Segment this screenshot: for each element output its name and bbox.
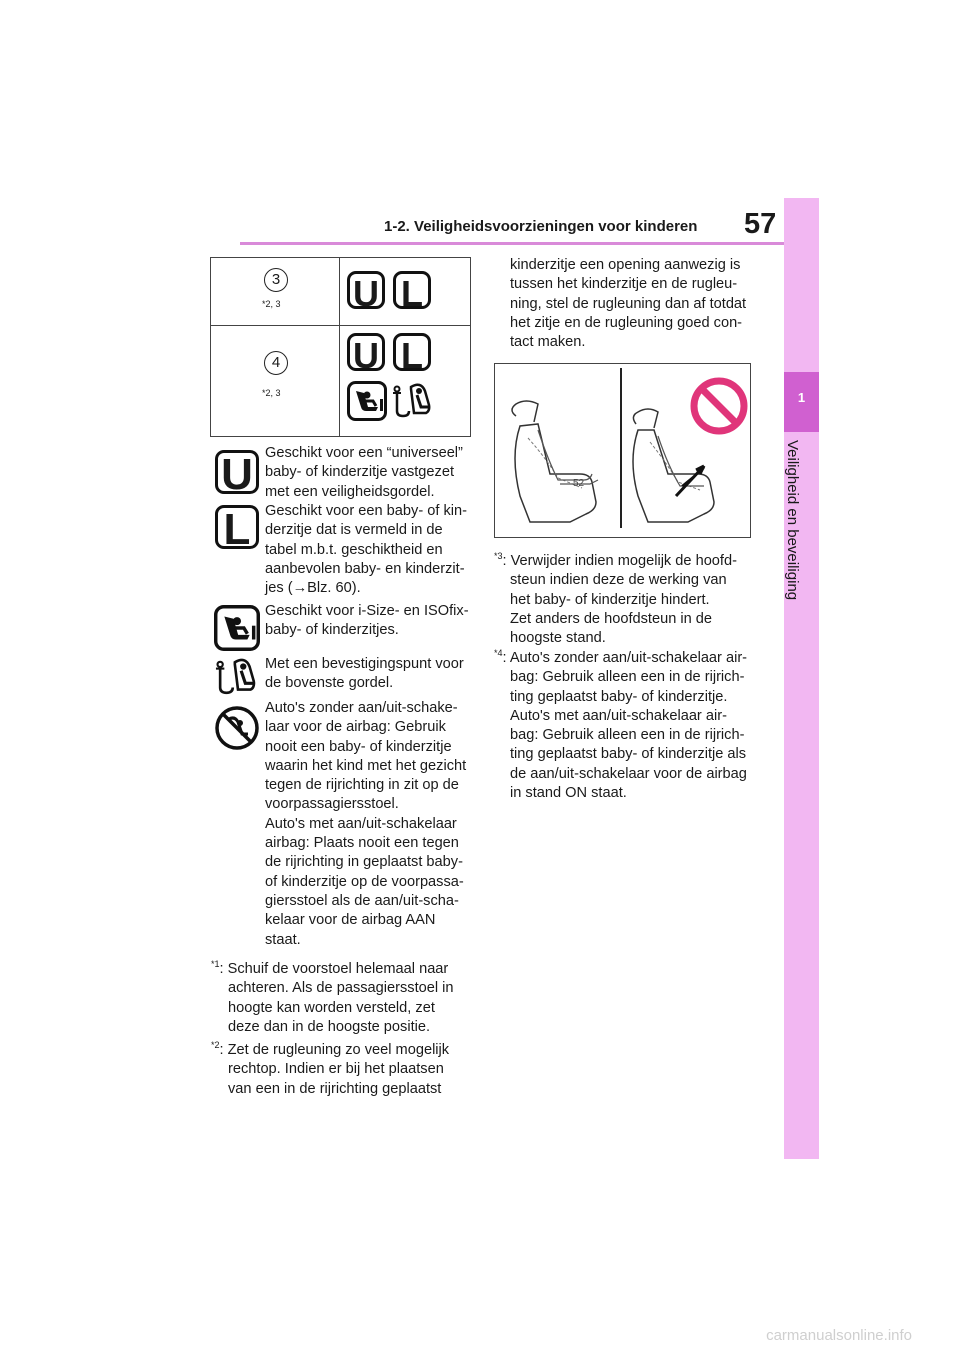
l-category-icon: L <box>393 333 431 371</box>
footnote-4: $^{*4}$: Auto's zonder aan/uit-schakelaar air- bag: Gebruik alleen een in de rijrich- ting geplaatst baby- of kinderzitje. Auto's met aan/uit-schakelaar air- bag: Gebruik alleen een in de rijrich- ting geplaatst baby- of kinderzitje als de aan/uit-schakelaar voor de airbag in stand ON staat. <box>494 648 748 802</box>
seat-position-table <box>210 257 471 437</box>
section-title: 1-2. Veiligheidsvoorzieningen voor kinderen <box>384 218 698 235</box>
correct-seat-position-illustration <box>498 368 618 533</box>
universal-icon: U <box>347 271 385 309</box>
universal-icon: U <box>347 333 385 371</box>
footnote-ref: *2, 3 <box>262 388 281 398</box>
i-size-icon <box>347 381 387 421</box>
position-number: 3 <box>264 268 288 292</box>
footnote-1: $^{*1}$: Schuif de voorstoel helemaal naar achteren. Als de passagiersstoel in hoogte kan worden versteld, zet deze dan in de hoogste positie. <box>211 959 454 1035</box>
l-category-icon: L <box>215 505 259 549</box>
i-size-icon <box>214 605 260 651</box>
incorrect-seat-position-illustration <box>624 368 749 533</box>
footnote-ref: *2, 3 <box>262 299 281 309</box>
header-divider <box>240 242 784 245</box>
table-rule <box>211 257 470 258</box>
footnote-2: $^{*2}$: Zet de rugleuning zo veel mogelijk rechtop. Indien er bij het plaatsen van een in de rijrichting geplaatst <box>211 1040 450 1097</box>
table-rule <box>211 436 470 437</box>
illustration-divider <box>620 368 622 528</box>
top-tether-icon <box>391 381 437 421</box>
chapter-number: 1 <box>797 390 806 405</box>
top-tether-icon <box>213 656 263 698</box>
watermark: carmanualsonline.info <box>766 1327 912 1344</box>
table-rule <box>211 325 470 326</box>
no-rear-facing-seat-icon <box>214 705 260 751</box>
footnote-3: $^{*3}$: Verwijder indien mogelijk de hoofd- steun indien deze de werking van het baby- of kinderzitje hindert. Zet anders de hoofdsteun in de hoogste stand. <box>494 551 737 647</box>
seat-label: 52 <box>573 478 585 489</box>
chapter-number-tab <box>784 372 819 432</box>
l-category-icon: L <box>393 271 431 309</box>
footnote-2-continued: kinderzitje een opening aanwezig is tussen het kinderzitje en de rugleu- ning, stel de rugleuning dan af totdat het zitje en de rugleuning goed con- tact maken. <box>510 257 747 351</box>
legend-isize-text: Geschikt voor i-Size- en ISOfix- baby- of kinderzitjes. <box>265 603 469 639</box>
universal-icon: U <box>215 450 259 494</box>
legend-tether-text: Met een bevestigingspunt voor de bovenste gordel. <box>265 656 464 692</box>
table-column-divider <box>339 257 340 437</box>
chapter-label: Veiligheid en beveiliging <box>784 440 801 601</box>
position-number: 4 <box>264 351 288 375</box>
chapter-side-tab <box>784 198 819 1159</box>
legend-l-text: Geschikt voor een baby- of kin- derzitje dat is vermeld in de tabel m.b.t. geschiktheid en aanbevolen baby- en kinderzit- jes (→Blz. 60). <box>265 503 467 597</box>
legend-universal-text: Geschikt voor een “universeel” baby- of kinderzitje vastgezet met een veiligheidsgordel. <box>265 445 463 500</box>
legend-no-rear-facing-text: Auto's zonder aan/uit-schake- laar voor de airbag: Gebruik nooit een baby- of kinderzitje waarin het kind met het gezicht tegen de rijrichting in zit op de voorpassagiersstoel. Auto's met aan/uit-schakelaar airbag: Plaats nooit een tegen de rijrichting in geplaatst baby- of kinderzitje op de voorpassa- giersstoel als de aan/uit-scha- kelaar voor de airbag AAN staat. <box>265 700 467 948</box>
page-number: 57 <box>744 208 777 240</box>
